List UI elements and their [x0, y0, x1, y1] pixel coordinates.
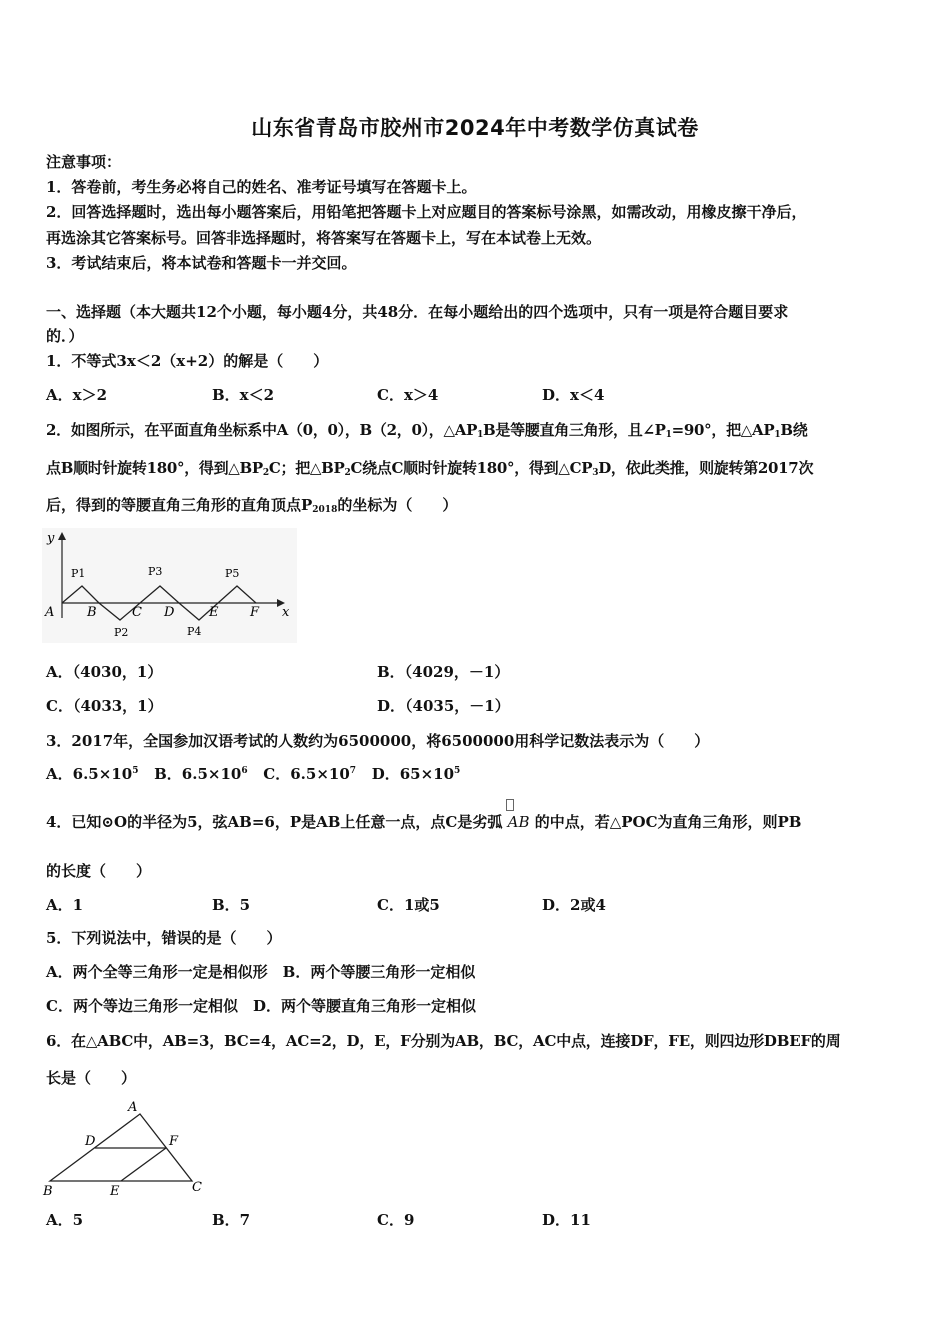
point-label-p4: P4: [187, 625, 202, 638]
notice-item: 3．考试结束后，将本试卷和答题卡一并交回。: [46, 254, 357, 272]
point-label-p3: P3: [148, 565, 163, 578]
point-label-p5: P5: [225, 567, 240, 580]
q6-option-d[interactable]: D．11: [542, 1211, 591, 1229]
vertex-label-b: B: [43, 1184, 53, 1199]
notice-item: 2．回答选择题时，选出每小题答案后，用铅笔把答题卡上对应题目的答案标号涂黑，如需改动，用橡皮擦干净后，: [46, 203, 807, 221]
q4-option-a[interactable]: A．1: [46, 896, 84, 914]
notice-heading: 注意事项：: [46, 153, 122, 171]
q2-option-a[interactable]: A．（4030，1）: [46, 663, 163, 681]
notice-item: 1．答卷前，考生务必将自己的姓名、准考证号填写在答题卡上。: [46, 178, 477, 196]
q3-stem: 3．2017年，全国参加汉语考试的人数约为6500000，将6500000用科学记数法表示为（ ）: [46, 732, 710, 750]
q1-stem: 1．不等式3x＜2（x+2）的解是（ ）: [46, 352, 329, 370]
q3-option-a[interactable]: A．$6.5\times 10^5$: [46, 765, 139, 783]
axis-label-x: x: [282, 605, 290, 620]
point-label-p2: P2: [114, 626, 129, 639]
q6-stem-line2: 长是（ ）: [46, 1069, 137, 1087]
q6-option-c[interactable]: C．9: [377, 1211, 415, 1229]
q4-option-d[interactable]: D．2或4: [542, 896, 606, 914]
q3-option-b[interactable]: B．$6.5\times 10^6$: [154, 765, 248, 783]
q5-options-row1[interactable]: A．两个全等三角形一定是相似形 B．两个等腰三角形一定相似: [46, 963, 476, 981]
q6-option-a[interactable]: A．5: [46, 1211, 84, 1229]
q2-stem-line1: 2．如图所示，在平面直角坐标系中A（0，0），B（2，0），$\triangle AP_1B$是等腰直角三角形，且$\angle P_1=90^\circ$，把$\triangle AP_1B$绕: [46, 421, 808, 440]
q5-options-row2[interactable]: C．两个等边三角形一定相似 D．两个等腰直角三角形一定相似: [46, 997, 476, 1015]
q4-stem-line1: 4．已知⊙O的半径为5，弦AB=6，P是AB上任意一点，点C是劣弧 AB 的中点，若△POC为直角三角形，则PB: [46, 812, 906, 832]
q6-stem-line1: 6．在△ABC中，AB=3，BC=4，AC=2，D，E，F分别为AB，BC，AC中点，连接DF，FE，则四边形DBEF的周: [46, 1032, 841, 1050]
page-title: 山东省青岛市胶州市2024年中考数学仿真试卷: [251, 116, 699, 140]
q1-option-a[interactable]: A．x＞2: [46, 386, 108, 404]
q4-option-b[interactable]: B．5: [212, 896, 251, 914]
segment-fe: [121, 1148, 166, 1181]
q2-option-d[interactable]: D．（4035，－1）: [377, 697, 510, 715]
arc-placeholder-icon: [506, 799, 514, 811]
vertex-label-e: E: [110, 1184, 120, 1199]
point-label-f: F: [250, 605, 260, 620]
notice-item: 再选涂其它答案标号。回答非选择题时，将答案写在答题卡上，写在本试卷上无效。: [46, 229, 602, 247]
q5-stem: 5．下列说法中，错误的是（ ）: [46, 929, 282, 947]
vertex-label-c: C: [192, 1180, 202, 1195]
point-label-c: C: [132, 605, 142, 620]
point-label-p1: P1: [71, 567, 86, 580]
section-header-cont: 的．）: [46, 327, 84, 345]
q2-option-c[interactable]: C．（4033，1）: [46, 697, 163, 715]
arc-ab: AB: [508, 813, 530, 831]
q2-figure: [42, 528, 297, 643]
q2-option-b[interactable]: B．（4029，－1）: [377, 663, 510, 681]
axis-label-y: y: [47, 531, 55, 546]
q1-option-d[interactable]: D．x＜4: [542, 386, 605, 404]
q3-option-c[interactable]: C．$6.5\times 10^7$: [263, 765, 357, 783]
q2-stem-line3: 后，得到的等腰直角三角形的直角顶点$P_{2018}$的坐标为（ ）: [46, 496, 458, 515]
q4-option-c[interactable]: C．1或5: [377, 896, 440, 914]
figure-background: [42, 528, 297, 643]
q2-stem-line2: 点B顺时针旋转180°，得到$\triangle BP_2C$；把$\triangle BP_2C$绕点C顺时针旋转180°，得到$\triangle CP_3D$，依此类推，则旋转第2017次: [46, 459, 814, 478]
q1-option-c[interactable]: C．x＞4: [377, 386, 439, 404]
vertex-label-f: F: [169, 1134, 179, 1149]
q3-option-d[interactable]: D．$65\times 10^5$: [371, 765, 461, 783]
q6-option-b[interactable]: B．7: [212, 1211, 251, 1229]
section-header: 一、选择题（本大题共12个小题，每小题4分，共48分．在每小题给出的四个选项中，只有一项是符合题目要求: [46, 303, 789, 321]
q4-stem-line2: 的长度（ ）: [46, 862, 152, 880]
point-label-e: E: [209, 605, 219, 620]
q3-options: [46, 764, 460, 784]
q6-figure: [40, 1097, 220, 1201]
point-label-d: D: [164, 605, 175, 620]
vertex-label-a: A: [128, 1100, 138, 1115]
q1-option-b[interactable]: B．x＜2: [212, 386, 275, 404]
point-label-a: A: [45, 605, 55, 620]
point-label-b: B: [87, 605, 97, 620]
vertex-label-d: D: [85, 1134, 96, 1149]
